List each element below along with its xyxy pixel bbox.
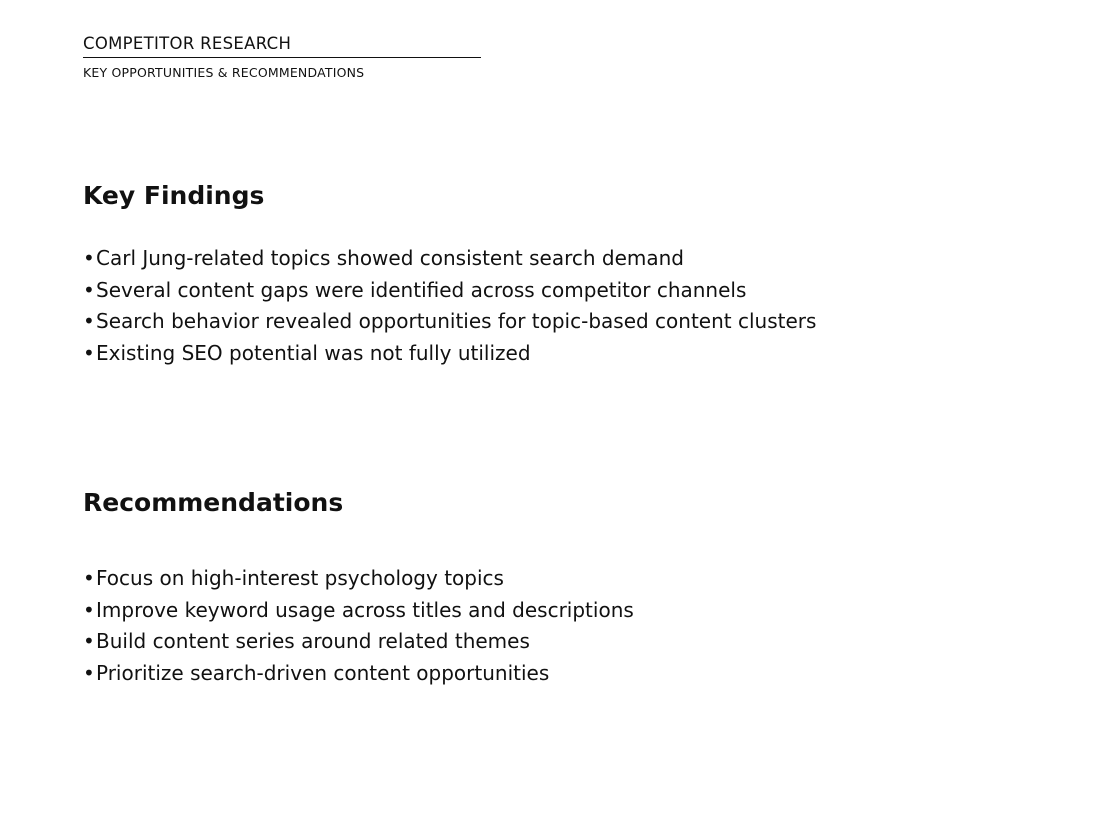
list-item [83, 306, 1043, 338]
page-subtitle: KEY OPPORTUNITIES & RECOMMENDATIONS [83, 65, 365, 80]
bullet-icon: • [83, 661, 95, 686]
bullet-icon: • [83, 309, 95, 334]
bullet-icon: • [83, 246, 95, 270]
page-header [83, 34, 481, 81]
list-item [83, 563, 1043, 595]
list-item-text: Several content gaps were identified across competitor channels [96, 277, 747, 302]
list-item-text: Improve keyword usage across titles and descriptions [96, 597, 634, 622]
bullet-icon: • [83, 277, 95, 302]
page-title: COMPETITOR RESEARCH [83, 34, 481, 58]
recommendations-heading: Recommendations [83, 488, 344, 517]
list-item-text: Carl Jung-related topics showed consistent search demand [96, 246, 684, 270]
bullet-icon: • [83, 597, 95, 622]
key-findings-section [83, 180, 1043, 370]
list-item [83, 595, 1043, 627]
list-item-text: Focus on high-interest psychology topics [96, 566, 504, 590]
key-findings-list [83, 243, 1043, 370]
recommendations-list [83, 563, 1043, 690]
list-item [83, 275, 1043, 307]
list-item-text: Build content series around related themes [96, 629, 530, 654]
list-item [83, 243, 1043, 275]
bullet-icon: • [83, 341, 95, 366]
key-findings-heading: Key Findings [83, 181, 265, 210]
list-item [83, 626, 1043, 658]
list-item-text: Prioritize search-driven content opportunities [96, 661, 550, 686]
recommendations-section [83, 487, 1043, 690]
list-item [83, 338, 1043, 370]
bullet-icon: • [83, 629, 95, 654]
list-item-text: Search behavior revealed opportunities for topic-based content clusters [96, 309, 817, 334]
list-item-text: Existing SEO potential was not fully utilized [96, 341, 531, 366]
list-item [83, 658, 1043, 690]
bullet-icon: • [83, 566, 95, 590]
